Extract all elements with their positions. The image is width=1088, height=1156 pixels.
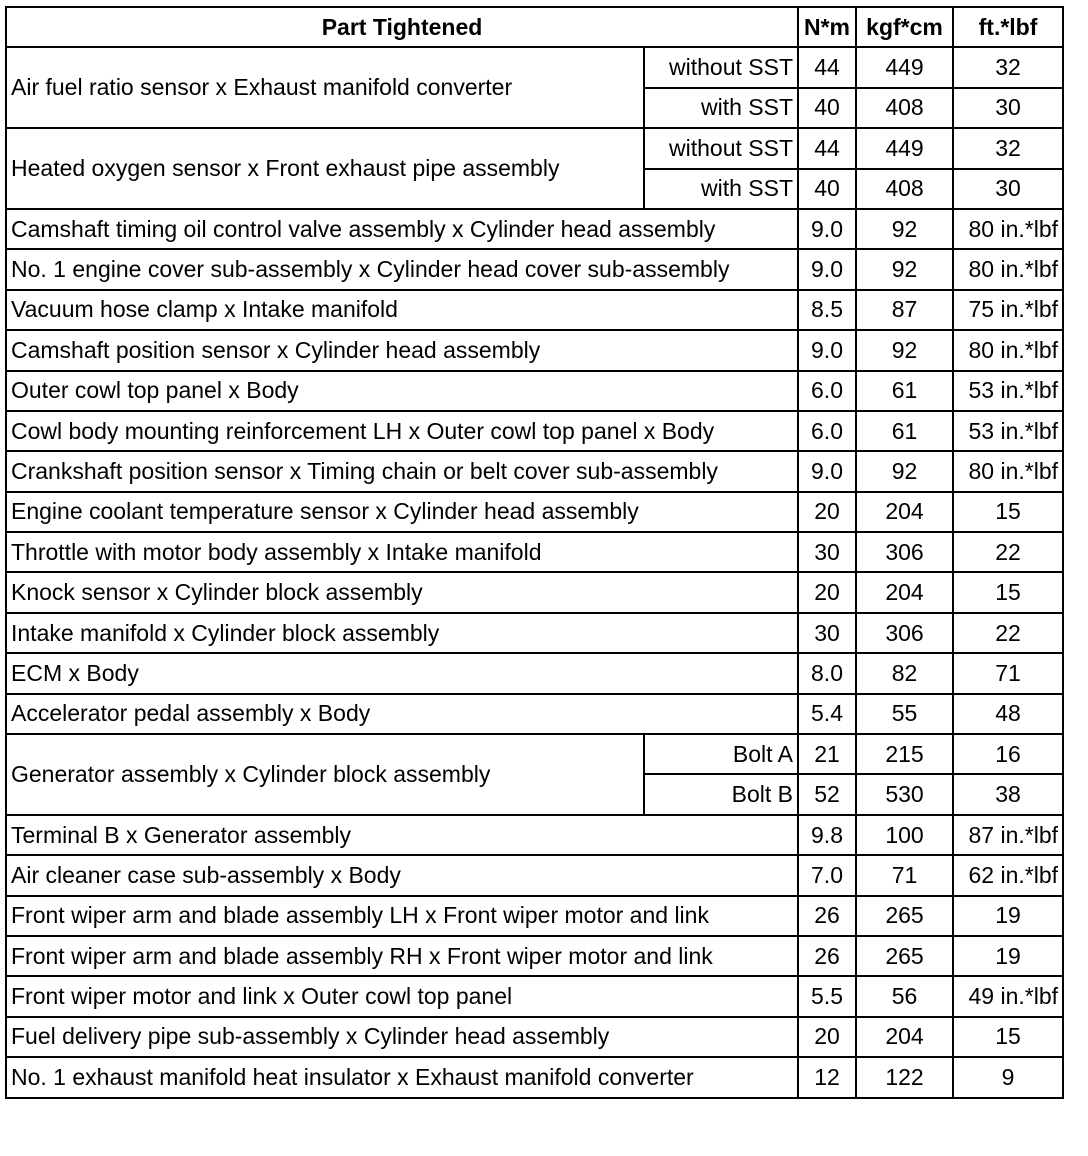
ftlbf-cell: 9 xyxy=(953,1057,1063,1097)
ftlbf-cell: 80 in.*lbf xyxy=(953,330,1063,370)
ftlbf-cell: 30 xyxy=(953,88,1063,128)
table-body xyxy=(6,47,1063,1097)
ftlbf-cell: 19 xyxy=(953,896,1063,936)
ftlbf-cell: 15 xyxy=(953,492,1063,532)
kgfcm-cell: 122 xyxy=(856,1057,953,1097)
nm-cell: 8.0 xyxy=(798,653,856,693)
nm-cell: 44 xyxy=(798,47,856,87)
ftlbf-cell: 80 in.*lbf xyxy=(953,451,1063,491)
ftlbf-cell: 15 xyxy=(953,572,1063,612)
table-row xyxy=(6,128,1063,168)
header-ftlbf: ft.*lbf xyxy=(953,7,1063,47)
header-part-tightened: Part Tightened xyxy=(6,7,798,47)
nm-cell: 26 xyxy=(798,896,856,936)
nm-cell: 26 xyxy=(798,936,856,976)
kgfcm-cell: 55 xyxy=(856,694,953,734)
kgfcm-cell: 408 xyxy=(856,169,953,209)
table-row xyxy=(6,653,1063,693)
kgfcm-cell: 61 xyxy=(856,371,953,411)
ftlbf-cell: 62 in.*lbf xyxy=(953,855,1063,895)
nm-cell: 9.0 xyxy=(798,209,856,249)
table-row xyxy=(6,694,1063,734)
table-row xyxy=(6,411,1063,451)
table-row xyxy=(6,451,1063,491)
table-row xyxy=(6,613,1063,653)
part-cell: Terminal B x Generator assembly xyxy=(6,815,798,855)
table-row xyxy=(6,249,1063,289)
kgfcm-cell: 92 xyxy=(856,451,953,491)
ftlbf-cell: 53 in.*lbf xyxy=(953,371,1063,411)
kgfcm-cell: 449 xyxy=(856,47,953,87)
table-row xyxy=(6,734,1063,774)
kgfcm-cell: 82 xyxy=(856,653,953,693)
nm-cell: 6.0 xyxy=(798,371,856,411)
nm-cell: 9.8 xyxy=(798,815,856,855)
kgfcm-cell: 61 xyxy=(856,411,953,451)
part-cell: Front wiper arm and blade assembly RH x Front wiper motor and link xyxy=(6,936,798,976)
part-cell: Crankshaft position sensor x Timing chain or belt cover sub-assembly xyxy=(6,451,798,491)
table-row xyxy=(6,572,1063,612)
ftlbf-cell: 22 xyxy=(953,613,1063,653)
part-cell: No. 1 engine cover sub-assembly x Cylinder head cover sub-assembly xyxy=(6,249,798,289)
nm-cell: 20 xyxy=(798,1017,856,1057)
kgfcm-cell: 87 xyxy=(856,290,953,330)
torque-spec-table xyxy=(5,6,1064,1099)
nm-cell: 52 xyxy=(798,774,856,814)
header-kgfcm: kgf*cm xyxy=(856,7,953,47)
nm-cell: 9.0 xyxy=(798,249,856,289)
nm-cell: 5.5 xyxy=(798,976,856,1016)
ftlbf-cell: 19 xyxy=(953,936,1063,976)
table-row xyxy=(6,855,1063,895)
table-row xyxy=(6,936,1063,976)
kgfcm-cell: 265 xyxy=(856,936,953,976)
table-row xyxy=(6,815,1063,855)
part-cell: No. 1 exhaust manifold heat insulator x Exhaust manifold converter xyxy=(6,1057,798,1097)
kgfcm-cell: 530 xyxy=(856,774,953,814)
nm-cell: 30 xyxy=(798,613,856,653)
part-cell: Heated oxygen sensor x Front exhaust pipe assembly xyxy=(6,128,644,209)
nm-cell: 7.0 xyxy=(798,855,856,895)
nm-cell: 6.0 xyxy=(798,411,856,451)
kgfcm-cell: 306 xyxy=(856,613,953,653)
kgfcm-cell: 92 xyxy=(856,249,953,289)
table-row xyxy=(6,209,1063,249)
part-cell: Intake manifold x Cylinder block assembly xyxy=(6,613,798,653)
condition-cell: Bolt B xyxy=(644,774,798,814)
nm-cell: 21 xyxy=(798,734,856,774)
nm-cell: 40 xyxy=(798,88,856,128)
condition-cell: without SST xyxy=(644,47,798,87)
part-cell: Front wiper arm and blade assembly LH x Front wiper motor and link xyxy=(6,896,798,936)
kgfcm-cell: 100 xyxy=(856,815,953,855)
part-cell: Air fuel ratio sensor x Exhaust manifold converter xyxy=(6,47,644,128)
table-row xyxy=(6,896,1063,936)
nm-cell: 12 xyxy=(798,1057,856,1097)
part-cell: Throttle with motor body assembly x Intake manifold xyxy=(6,532,798,572)
ftlbf-cell: 48 xyxy=(953,694,1063,734)
ftlbf-cell: 30 xyxy=(953,169,1063,209)
part-cell: Outer cowl top panel x Body xyxy=(6,371,798,411)
part-cell: Front wiper motor and link x Outer cowl top panel xyxy=(6,976,798,1016)
header-nm: N*m xyxy=(798,7,856,47)
part-cell: Knock sensor x Cylinder block assembly xyxy=(6,572,798,612)
kgfcm-cell: 92 xyxy=(856,209,953,249)
kgfcm-cell: 56 xyxy=(856,976,953,1016)
table-row xyxy=(6,976,1063,1016)
kgfcm-cell: 71 xyxy=(856,855,953,895)
ftlbf-cell: 16 xyxy=(953,734,1063,774)
table-row xyxy=(6,1057,1063,1097)
kgfcm-cell: 408 xyxy=(856,88,953,128)
kgfcm-cell: 306 xyxy=(856,532,953,572)
part-cell: Engine coolant temperature sensor x Cylinder head assembly xyxy=(6,492,798,532)
ftlbf-cell: 80 in.*lbf xyxy=(953,249,1063,289)
nm-cell: 5.4 xyxy=(798,694,856,734)
part-cell: Camshaft position sensor x Cylinder head assembly xyxy=(6,330,798,370)
part-cell: Generator assembly x Cylinder block assembly xyxy=(6,734,644,815)
ftlbf-cell: 53 in.*lbf xyxy=(953,411,1063,451)
ftlbf-cell: 32 xyxy=(953,128,1063,168)
part-cell: Air cleaner case sub-assembly x Body xyxy=(6,855,798,895)
table-row xyxy=(6,371,1063,411)
ftlbf-cell: 75 in.*lbf xyxy=(953,290,1063,330)
ftlbf-cell: 22 xyxy=(953,532,1063,572)
nm-cell: 9.0 xyxy=(798,330,856,370)
nm-cell: 44 xyxy=(798,128,856,168)
kgfcm-cell: 92 xyxy=(856,330,953,370)
nm-cell: 20 xyxy=(798,492,856,532)
table-row xyxy=(6,47,1063,87)
condition-cell: Bolt A xyxy=(644,734,798,774)
ftlbf-cell: 71 xyxy=(953,653,1063,693)
ftlbf-cell: 80 in.*lbf xyxy=(953,209,1063,249)
table-row xyxy=(6,492,1063,532)
header-row xyxy=(6,7,1063,47)
kgfcm-cell: 204 xyxy=(856,1017,953,1057)
nm-cell: 8.5 xyxy=(798,290,856,330)
part-cell: Fuel delivery pipe sub-assembly x Cylinder head assembly xyxy=(6,1017,798,1057)
ftlbf-cell: 15 xyxy=(953,1017,1063,1057)
ftlbf-cell: 38 xyxy=(953,774,1063,814)
kgfcm-cell: 204 xyxy=(856,572,953,612)
condition-cell: with SST xyxy=(644,169,798,209)
kgfcm-cell: 204 xyxy=(856,492,953,532)
part-cell: Accelerator pedal assembly x Body xyxy=(6,694,798,734)
ftlbf-cell: 87 in.*lbf xyxy=(953,815,1063,855)
part-cell: Vacuum hose clamp x Intake manifold xyxy=(6,290,798,330)
kgfcm-cell: 265 xyxy=(856,896,953,936)
table-row xyxy=(6,1017,1063,1057)
table-row xyxy=(6,290,1063,330)
part-cell: Cowl body mounting reinforcement LH x Outer cowl top panel x Body xyxy=(6,411,798,451)
ftlbf-cell: 49 in.*lbf xyxy=(953,976,1063,1016)
kgfcm-cell: 449 xyxy=(856,128,953,168)
ftlbf-cell: 32 xyxy=(953,47,1063,87)
nm-cell: 9.0 xyxy=(798,451,856,491)
table-row xyxy=(6,532,1063,572)
table-row xyxy=(6,330,1063,370)
condition-cell: with SST xyxy=(644,88,798,128)
nm-cell: 40 xyxy=(798,169,856,209)
nm-cell: 20 xyxy=(798,572,856,612)
nm-cell: 30 xyxy=(798,532,856,572)
kgfcm-cell: 215 xyxy=(856,734,953,774)
part-cell: ECM x Body xyxy=(6,653,798,693)
condition-cell: without SST xyxy=(644,128,798,168)
part-cell: Camshaft timing oil control valve assembly x Cylinder head assembly xyxy=(6,209,798,249)
